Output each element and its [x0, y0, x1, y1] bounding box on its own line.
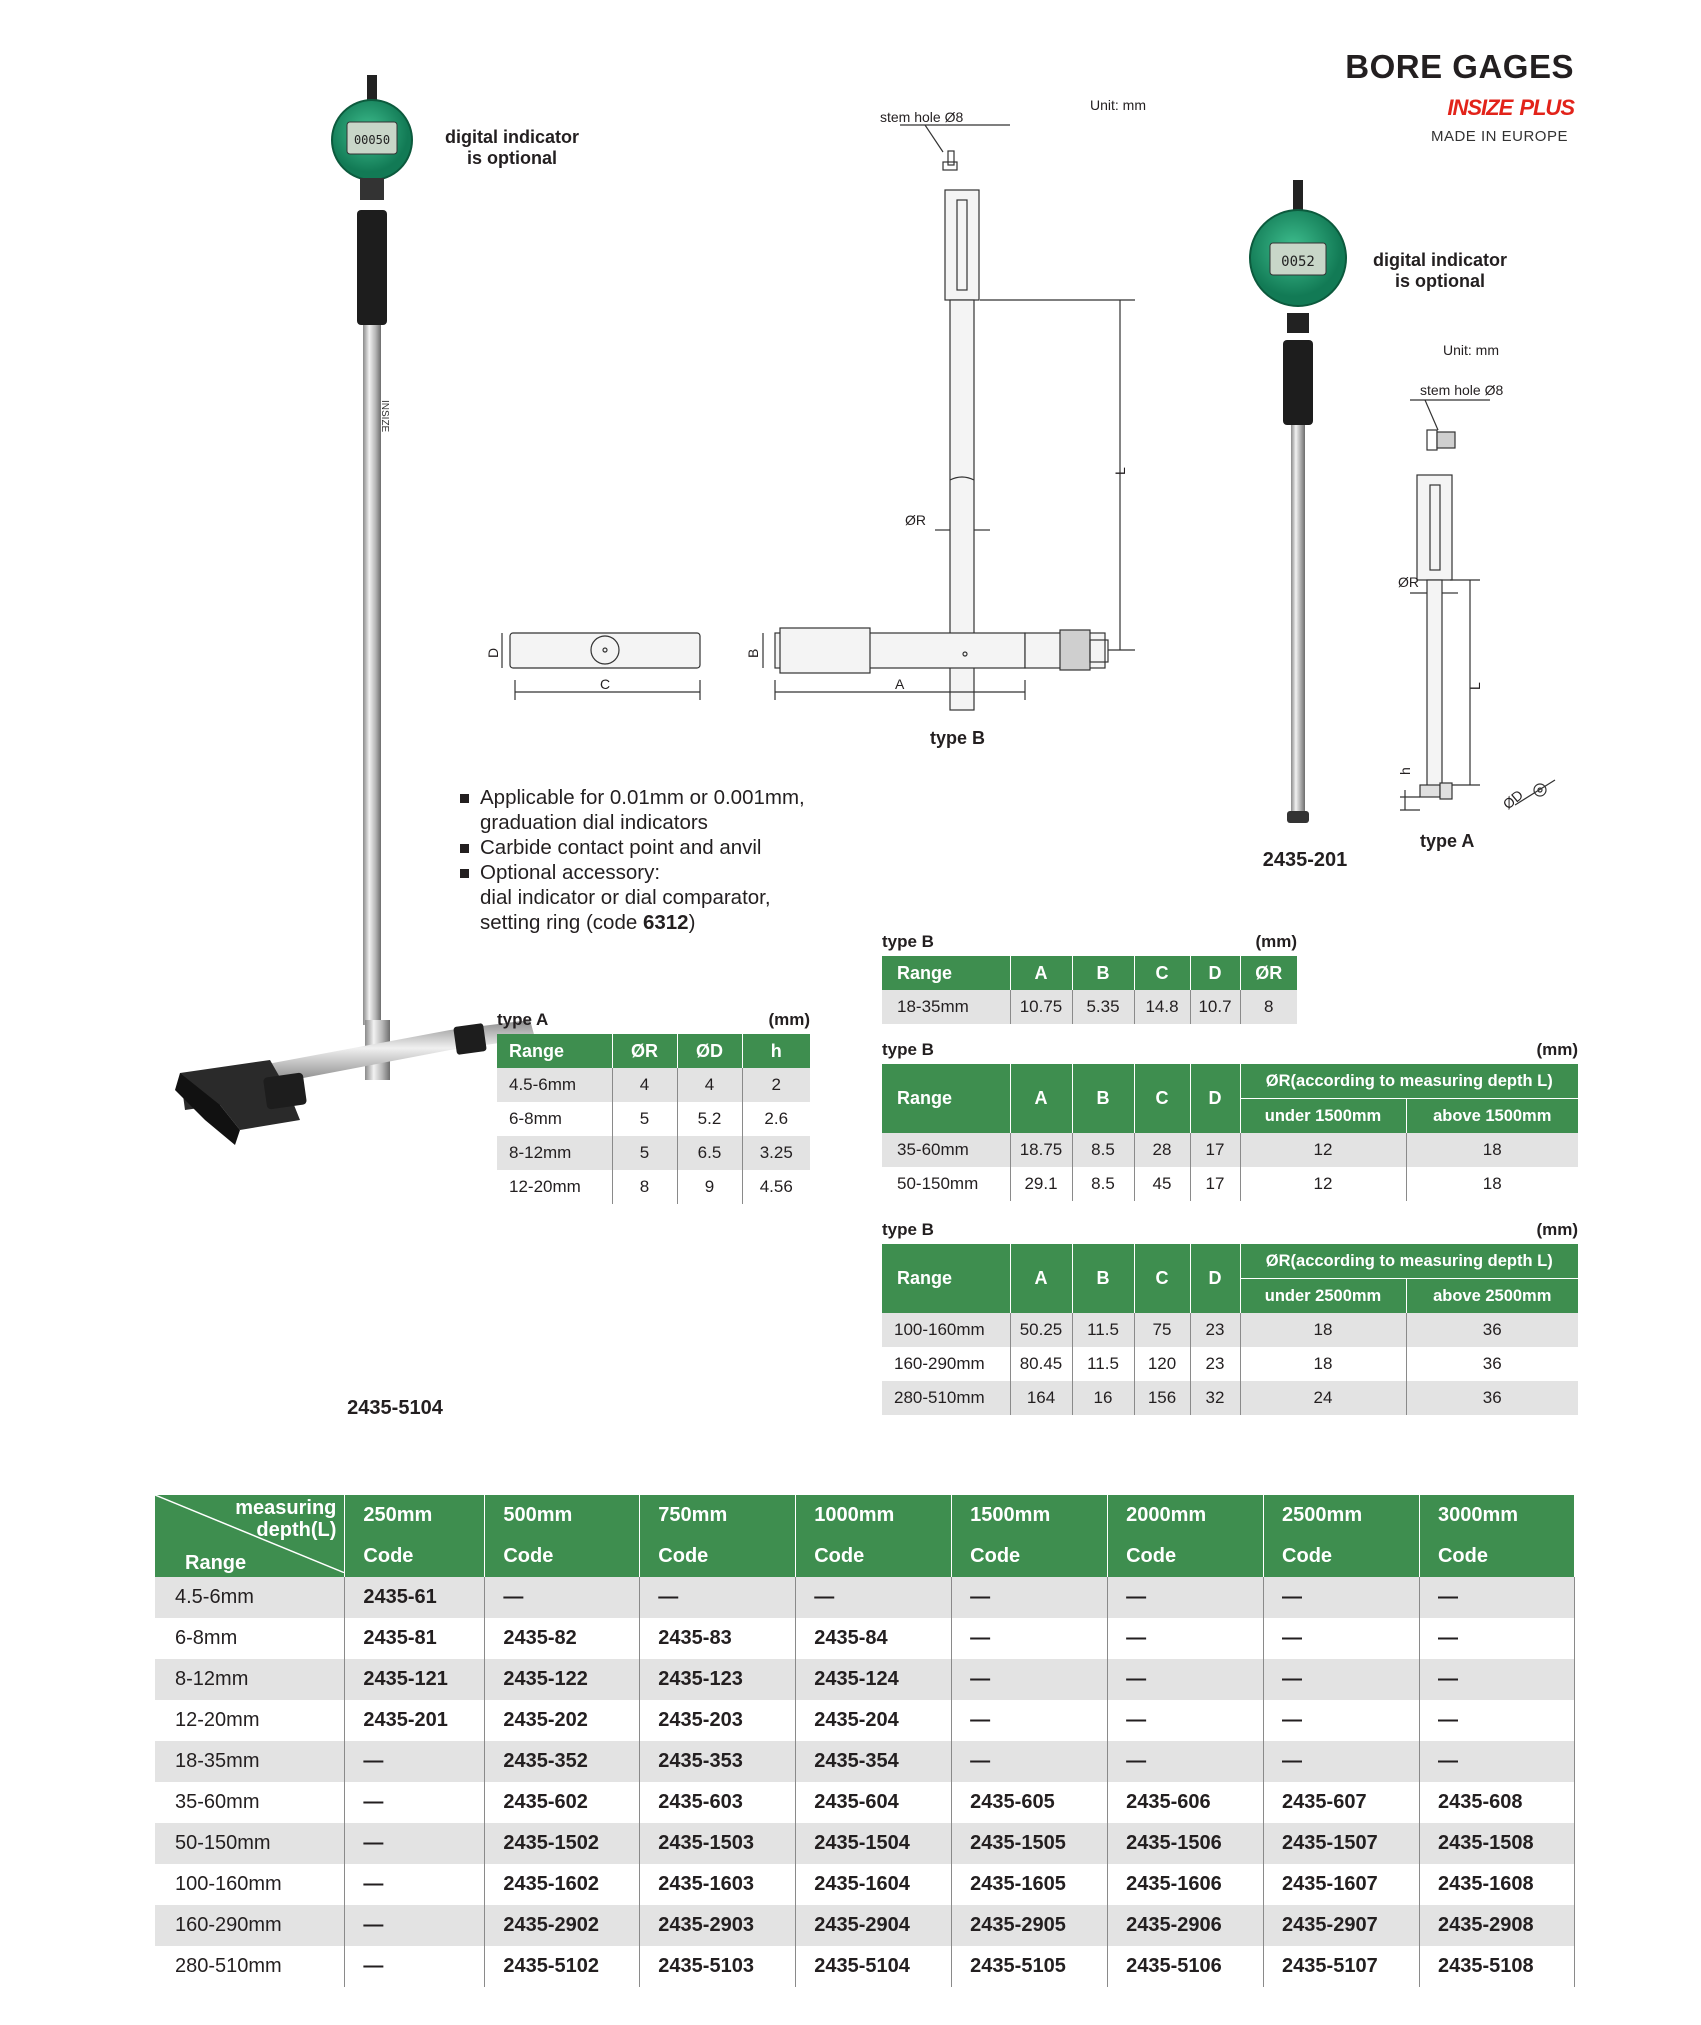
cell: 11.5 [1072, 1347, 1134, 1381]
cell: 8 [612, 1170, 677, 1204]
code-cell: — [952, 1618, 1108, 1659]
code-cell: 2435-5105 [952, 1946, 1108, 1987]
page-title: BORE GAGES [1345, 48, 1574, 85]
code-cell: — [1264, 1700, 1420, 1741]
cell: 5 [612, 1102, 677, 1136]
brand-name: INSIZE [1447, 95, 1513, 120]
code-cell: 2435-204 [796, 1700, 952, 1741]
code-cell: — [640, 1577, 796, 1618]
sub-header: above 2500mm [1406, 1279, 1578, 1314]
code-cell: 2435-1608 [1419, 1864, 1574, 1905]
code-cell: — [345, 1823, 485, 1864]
cell: 5.2 [677, 1102, 742, 1136]
code-cell: — [345, 1905, 485, 1946]
code-cell: 2435-354 [796, 1741, 952, 1782]
cell: 11.5 [1072, 1313, 1134, 1347]
range-cell: 160-290mm [155, 1905, 345, 1946]
table-caption: type B [882, 1220, 934, 1239]
range-cell: 50-150mm [155, 1823, 345, 1864]
col-header: C [1134, 1244, 1190, 1313]
code-header: Code [485, 1536, 640, 1577]
cell: 80.45 [1010, 1347, 1072, 1381]
type-a-table [497, 1034, 810, 1204]
range-cell: 8-12mm [155, 1659, 345, 1700]
table-row [882, 1347, 1578, 1381]
code-cell: — [796, 1577, 952, 1618]
code-cell: 2435-353 [640, 1741, 796, 1782]
cell: 16 [1072, 1381, 1134, 1415]
cell: 36 [1406, 1381, 1578, 1415]
col-header: Range [882, 956, 1010, 990]
feature-text: graduation dial indicators [480, 811, 708, 834]
col-header: C [1134, 1064, 1190, 1133]
code-cell: 2435-1507 [1264, 1823, 1420, 1864]
depth-header: 1000mm [796, 1495, 952, 1536]
cell: 164 [1010, 1381, 1072, 1415]
feature-text: dial indicator or dial comparator, [480, 886, 771, 909]
code-cell: 2435-602 [485, 1782, 640, 1823]
stem-hole-label-b: stem hole Ø8 [880, 109, 964, 125]
depth-header: 1500mm [952, 1495, 1108, 1536]
col-header: A [1010, 956, 1072, 990]
cell: 23 [1190, 1313, 1240, 1347]
range-cell: 6-8mm [155, 1618, 345, 1659]
feature-text: setting ring (code [480, 911, 643, 934]
code-cell: — [1108, 1741, 1264, 1782]
table-row [497, 1170, 810, 1204]
label-R-a: ØR [1398, 574, 1419, 590]
type-a-caption: type A [1420, 831, 1475, 851]
code-header: Code [1264, 1536, 1420, 1577]
col-header: ØR [1240, 956, 1297, 990]
table-row [882, 1381, 1578, 1415]
depth-header: 2500mm [1264, 1495, 1420, 1536]
cell: 4 [677, 1068, 742, 1102]
code-cell: 2435-1505 [952, 1823, 1108, 1864]
sub-header: under 2500mm [1240, 1279, 1406, 1314]
code-cell: 2435-1502 [485, 1823, 640, 1864]
cell: 18.75 [1010, 1133, 1072, 1167]
code-cell: 2435-1602 [485, 1864, 640, 1905]
corner-header [155, 1495, 345, 1577]
type-a-table-block [497, 1010, 810, 1204]
code-cell: 2435-203 [640, 1700, 796, 1741]
code-cell: 2435-604 [796, 1782, 952, 1823]
depth-header: 500mm [485, 1495, 640, 1536]
code-header: Code [345, 1536, 485, 1577]
product-image-2435-201 [1240, 175, 1360, 835]
code-cell: 2435-2902 [485, 1905, 640, 1946]
type-b-table3-block [882, 1220, 1578, 1415]
cell: 2.6 [742, 1102, 810, 1136]
col-header: D [1190, 1064, 1240, 1133]
cell: 18 [1406, 1167, 1578, 1201]
cell: 45 [1134, 1167, 1190, 1201]
cell: 50.25 [1010, 1313, 1072, 1347]
code-header: Code [1108, 1536, 1264, 1577]
brand-plus: PLUS [1519, 95, 1574, 120]
depth-header: 250mm [345, 1495, 485, 1536]
group-header: ØR(according to measuring depth L) [1240, 1244, 1578, 1279]
code-cell: — [1108, 1700, 1264, 1741]
order-codes-table [155, 1495, 1575, 1987]
code-cell: — [345, 1864, 485, 1905]
feature-item [460, 835, 805, 860]
table-caption: type A [497, 1010, 549, 1029]
dial-readout-left: 00050 [353, 133, 391, 147]
code-cell: 2435-1508 [1419, 1823, 1574, 1864]
cell: 36 [1406, 1313, 1578, 1347]
code-row [155, 1905, 1575, 1946]
code-cell: 2435-121 [345, 1659, 485, 1700]
code-row [155, 1741, 1575, 1782]
label-L-a: L [1467, 682, 1483, 690]
code-header: Code [640, 1536, 796, 1577]
feature-text: ) [688, 911, 696, 934]
type-b-table1 [882, 956, 1297, 1024]
cell: 8.5 [1072, 1167, 1134, 1201]
code-cell: 2435-124 [796, 1659, 952, 1700]
code-cell: — [952, 1577, 1108, 1618]
feature-list [460, 785, 805, 935]
code-cell: 2435-61 [345, 1577, 485, 1618]
unit-label-a: Unit: mm [1443, 342, 1499, 358]
code-cell: 2435-123 [640, 1659, 796, 1700]
code-row [155, 1618, 1575, 1659]
code-header: Code [952, 1536, 1108, 1577]
range-cell: 280-510mm [155, 1946, 345, 1987]
code-cell: — [1264, 1741, 1420, 1782]
col-header: Range [497, 1034, 612, 1068]
code-cell: 2435-2907 [1264, 1905, 1420, 1946]
cell: 8 [1240, 990, 1297, 1024]
col-header: ØR [612, 1034, 677, 1068]
cell: 14.8 [1134, 990, 1190, 1024]
cell: 12-20mm [497, 1170, 612, 1204]
brand-logo [1447, 90, 1574, 123]
code-cell: 2435-122 [485, 1659, 640, 1700]
cell: 10.7 [1190, 990, 1240, 1024]
code-cell: 2435-1506 [1108, 1823, 1264, 1864]
code-cell: — [1108, 1618, 1264, 1659]
table-row [882, 990, 1297, 1024]
cell: 36 [1406, 1347, 1578, 1381]
type-b-table2-block [882, 1040, 1578, 1201]
cell: 8-12mm [497, 1136, 612, 1170]
col-header: B [1072, 1244, 1134, 1313]
table-row [497, 1102, 810, 1136]
table-caption: type B [882, 1040, 934, 1059]
sub-header: under 1500mm [1240, 1099, 1406, 1134]
setting-ring-code: 6312 [642, 911, 689, 934]
cell: 12 [1240, 1167, 1406, 1201]
svg-text:INSIZE: INSIZE [379, 400, 390, 433]
cell: 8.5 [1072, 1133, 1134, 1167]
col-header: C [1134, 956, 1190, 990]
code-cell: — [485, 1577, 640, 1618]
dial-readout-right: 0052 [1281, 254, 1315, 270]
cell: 23 [1190, 1347, 1240, 1381]
cell: 29.1 [1010, 1167, 1072, 1201]
cell: 32 [1190, 1381, 1240, 1415]
code-cell: 2435-1503 [640, 1823, 796, 1864]
cell: 6.5 [677, 1136, 742, 1170]
table-row [497, 1136, 810, 1170]
cell: 9 [677, 1170, 742, 1204]
cell: 18-35mm [882, 990, 1010, 1024]
col-header: A [1010, 1244, 1072, 1313]
type-b-caption: type B [930, 728, 986, 748]
cell: 280-510mm [882, 1381, 1010, 1415]
code-cell: — [952, 1700, 1108, 1741]
code-cell: — [345, 1782, 485, 1823]
code-cell: 2435-1603 [640, 1864, 796, 1905]
code-row [155, 1577, 1575, 1618]
code-cell: — [1419, 1659, 1574, 1700]
table-row [882, 1167, 1578, 1201]
code-cell: — [1264, 1618, 1420, 1659]
code-cell: 2435-603 [640, 1782, 796, 1823]
feature-item [460, 860, 805, 935]
code-cell: — [1108, 1577, 1264, 1618]
code-cell: — [1419, 1700, 1574, 1741]
unit-label-b: Unit: mm [1090, 97, 1146, 113]
code-cell: — [345, 1946, 485, 1987]
depth-header: 3000mm [1419, 1495, 1574, 1536]
code-row [155, 1700, 1575, 1741]
code-cell: — [1108, 1659, 1264, 1700]
code-cell: — [1264, 1659, 1420, 1700]
code-cell: — [952, 1741, 1108, 1782]
code-cell: 2435-1504 [796, 1823, 952, 1864]
label-A-b: A [895, 676, 905, 692]
indicator-note-left: digital indicator is optional [444, 127, 579, 168]
col-header: Range [882, 1244, 1010, 1313]
label-B-b: B [745, 648, 761, 658]
cell: 120 [1134, 1347, 1190, 1381]
code-row [155, 1823, 1575, 1864]
range-cell: 4.5-6mm [155, 1577, 345, 1618]
code-row [155, 1864, 1575, 1905]
cell: 17 [1190, 1167, 1240, 1201]
col-header: D [1190, 956, 1240, 990]
type-b-table3 [882, 1244, 1578, 1415]
code-cell: — [1419, 1577, 1574, 1618]
code-cell: — [345, 1741, 485, 1782]
range-cell: 18-35mm [155, 1741, 345, 1782]
cell: 18 [1406, 1133, 1578, 1167]
label-C-b: C [600, 676, 611, 692]
feature-text: Optional accessory: [480, 861, 661, 884]
cell: 5 [612, 1136, 677, 1170]
sub-header: above 1500mm [1406, 1099, 1578, 1134]
model-label-left: 2435-5104 [347, 1397, 443, 1419]
code-cell: 2435-607 [1264, 1782, 1420, 1823]
code-cell: 2435-2903 [640, 1905, 796, 1946]
cell: 5.35 [1072, 990, 1134, 1024]
cell: 160-290mm [882, 1347, 1010, 1381]
code-row [155, 1659, 1575, 1700]
type-b-drawing [480, 80, 1150, 770]
code-cell: 2435-5103 [640, 1946, 796, 1987]
cell: 18 [1240, 1347, 1406, 1381]
code-cell: 2435-5107 [1264, 1946, 1420, 1987]
table-unit: (mm) [1536, 1220, 1578, 1239]
code-cell: 2435-2905 [952, 1905, 1108, 1946]
code-cell: 2435-2904 [796, 1905, 952, 1946]
col-header: D [1190, 1244, 1240, 1313]
range-cell: 12-20mm [155, 1700, 345, 1741]
code-cell: 2435-1604 [796, 1864, 952, 1905]
label-D-b: D [485, 647, 501, 658]
table-row [882, 1313, 1578, 1347]
cell: 50-150mm [882, 1167, 1010, 1201]
cell: 75 [1134, 1313, 1190, 1347]
stem-hole-label-a: stem hole Ø8 [1420, 382, 1504, 398]
cell: 4.56 [742, 1170, 810, 1204]
code-cell: 2435-2908 [1419, 1905, 1574, 1946]
cell: 35-60mm [882, 1133, 1010, 1167]
label-L-b: L [1112, 467, 1128, 475]
table-unit: (mm) [768, 1010, 810, 1029]
col-header: h [742, 1034, 810, 1068]
code-cell: 2435-1605 [952, 1864, 1108, 1905]
corner-range-label: Range [185, 1552, 247, 1574]
code-cell: 2435-84 [796, 1618, 952, 1659]
code-cell: 2435-5104 [796, 1946, 952, 1987]
code-cell: — [1264, 1577, 1420, 1618]
depth-header: 750mm [640, 1495, 796, 1536]
cell: 6-8mm [497, 1102, 612, 1136]
table-row [882, 1133, 1578, 1167]
feature-item [460, 785, 805, 835]
table-unit: (mm) [1536, 1040, 1578, 1059]
cell: 12 [1240, 1133, 1406, 1167]
cell: 156 [1134, 1381, 1190, 1415]
cell: 2 [742, 1068, 810, 1102]
label-R-b: ØR [905, 512, 926, 528]
code-cell: 2435-352 [485, 1741, 640, 1782]
col-header: ØD [677, 1034, 742, 1068]
col-header: A [1010, 1064, 1072, 1133]
table-unit: (mm) [1255, 932, 1297, 951]
code-cell: 2435-201 [345, 1700, 485, 1741]
code-row [155, 1946, 1575, 1987]
code-header: Code [1419, 1536, 1574, 1577]
code-cell: 2435-5106 [1108, 1946, 1264, 1987]
code-cell: — [1419, 1741, 1574, 1782]
code-cell: 2435-5102 [485, 1946, 640, 1987]
cell: 4.5-6mm [497, 1068, 612, 1102]
corner-depth-label: measuring [235, 1497, 337, 1519]
code-cell: 2435-1606 [1108, 1864, 1264, 1905]
code-row [155, 1782, 1575, 1823]
code-cell: 2435-81 [345, 1618, 485, 1659]
code-cell: 2435-82 [485, 1618, 640, 1659]
cell: 4 [612, 1068, 677, 1102]
cell: 24 [1240, 1381, 1406, 1415]
table-caption: type B [882, 932, 934, 951]
code-cell: 2435-605 [952, 1782, 1108, 1823]
code-cell: — [952, 1659, 1108, 1700]
type-b-table1-block [882, 932, 1297, 1024]
cell: 10.75 [1010, 990, 1072, 1024]
cell: 28 [1134, 1133, 1190, 1167]
col-header: B [1072, 1064, 1134, 1133]
code-cell: 2435-1607 [1264, 1864, 1420, 1905]
cell: 3.25 [742, 1136, 810, 1170]
col-header: B [1072, 956, 1134, 990]
depth-header: 2000mm [1108, 1495, 1264, 1536]
code-header: Code [796, 1536, 952, 1577]
cell: 100-160mm [882, 1313, 1010, 1347]
corner-depth-label2: depth(L) [256, 1519, 337, 1541]
type-a-drawing [1380, 335, 1580, 855]
code-cell: 2435-606 [1108, 1782, 1264, 1823]
cell: 18 [1240, 1313, 1406, 1347]
code-cell: 2435-2906 [1108, 1905, 1264, 1946]
feature-text: Applicable for 0.01mm or 0.001mm, [480, 786, 805, 809]
label-D-a: ØD [1499, 786, 1527, 813]
col-header: Range [882, 1064, 1010, 1133]
model-label-right: 2435-201 [1262, 849, 1348, 871]
feature-text: Carbide contact point and anvil [480, 836, 762, 859]
table-row [497, 1068, 810, 1102]
code-cell: 2435-608 [1419, 1782, 1574, 1823]
code-cell: 2435-83 [640, 1618, 796, 1659]
label-h-a: h [1397, 767, 1413, 775]
code-cell: 2435-202 [485, 1700, 640, 1741]
group-header: ØR(according to measuring depth L) [1240, 1064, 1578, 1099]
range-cell: 35-60mm [155, 1782, 345, 1823]
indicator-note-right: digital indicator is optional [1372, 250, 1507, 291]
made-in-label: MADE IN EUROPE [1430, 128, 1568, 145]
type-b-table2 [882, 1064, 1578, 1201]
code-cell: 2435-5108 [1419, 1946, 1574, 1987]
range-cell: 100-160mm [155, 1864, 345, 1905]
code-cell: — [1419, 1618, 1574, 1659]
cell: 17 [1190, 1133, 1240, 1167]
